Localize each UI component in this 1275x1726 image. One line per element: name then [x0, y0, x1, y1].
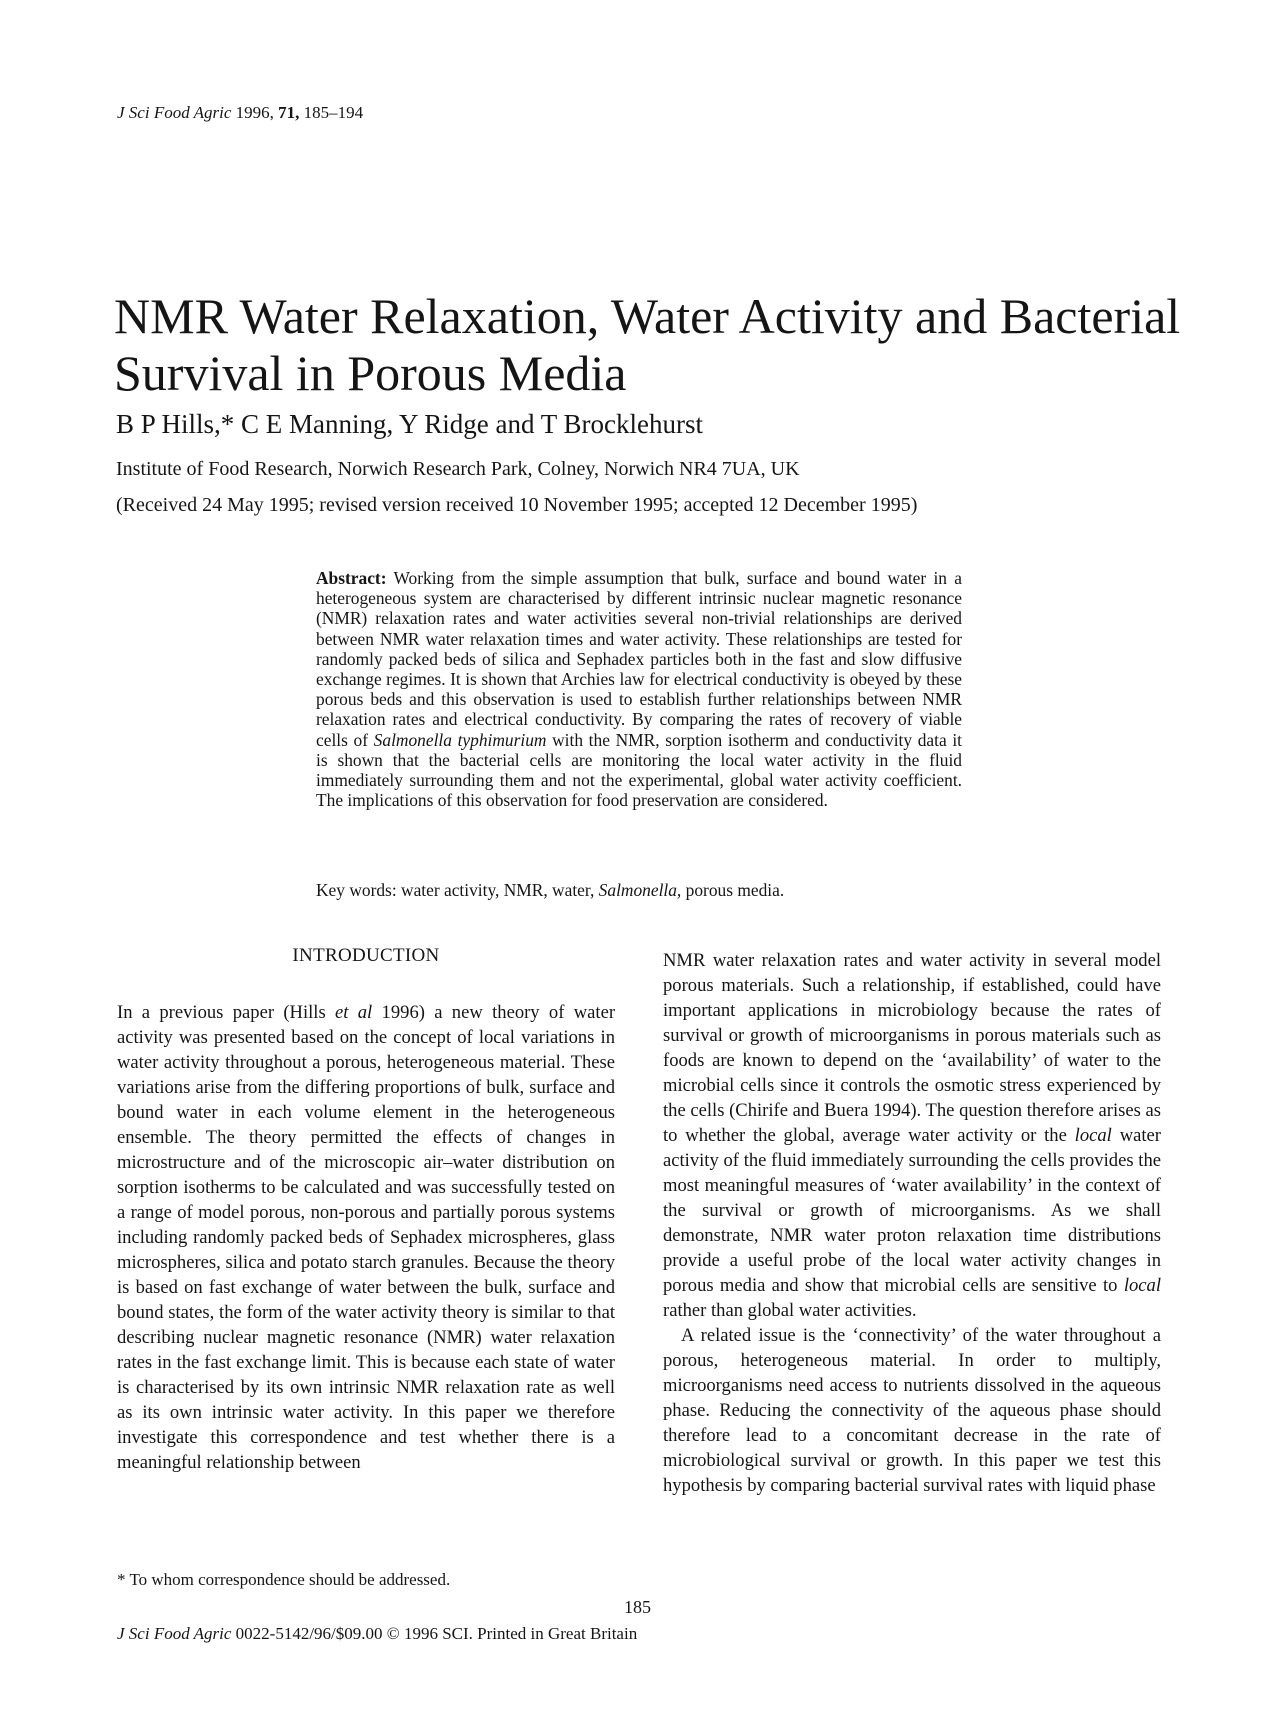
intro-paragraph-2: A related issue is the ‘connectivity’ of the water throughout a porous, heterogeneous material. In order to multiply, microorganisms need access to nutrients dissolved in the aqueous phase. Reducing the connectivity of the aqueous phase should therefore lead to a concomitant decrease in the rate of microbiological survival or growth. In this paper we test this hypothesis by comparing bacterial survival rates with liquid phase: [663, 1325, 1161, 1496]
article-title: NMR Water Relaxation, Water Activity and Bacterial Survival in Porous Media: [114, 288, 1181, 401]
left-column: [117, 1000, 615, 1475]
author-list: B P Hills,* C E Manning, Y Ridge and T Brocklehurst: [116, 409, 703, 439]
intro-emphasis: local: [1074, 1125, 1112, 1146]
journal-reference: [117, 103, 363, 123]
intro-text: 1996) a new theory of water activity was presented based on the concept of local variations in water activity throughout a porous, heterogeneous material. These variations arise from the differing proportions of bulk, surface and bound water in each volume element in the heterogeneous ensemble. The theory permitted the effects of changes in microstructure and of the microscopic air–water distribution on sorption isotherms to be calculated and was successfully tested on a range of model porous, non-porous and partially porous systems including randomly packed beds of Sephadex microspheres, glass microspheres, silica and potato starch granules. Because the theory is based on fast exchange of water between the bulk, surface and bound states, the form of the water activity theory is similar to that describing nuclear magnetic resonance (NMR) water relaxation rates in the fast exchange limit. This is because each state of water is characterised by its own intrinsic NMR relaxation rate as well as its own intrinsic water activity. In this paper we therefore investigate this correspondence and test whether there is a meaningful relationship between: [117, 1002, 616, 1473]
keywords-label: Key words:: [316, 880, 397, 900]
intro-emphasis: local: [1123, 1275, 1161, 1296]
journal-volume: 71,: [278, 103, 300, 122]
received-dates: (Received 24 May 1995; revised version received 10 November 1995; accepted 12 December 1995): [116, 494, 918, 516]
right-column: [663, 948, 1161, 1498]
intro-paragraph-1: [117, 1000, 615, 1475]
section-heading: INTRODUCTION: [292, 945, 440, 966]
footer-text: 0022-5142/96/$09.00 © 1996 SCI. Printed in Great Britain: [235, 1624, 638, 1643]
footer: [117, 1624, 637, 1644]
journal-name: J Sci Food Agric: [117, 103, 232, 122]
keywords-italic: Salmonella,: [598, 880, 682, 900]
footnote: * To whom correspondence should be addressed.: [117, 1570, 451, 1589]
affiliation: Institute of Food Research, Norwich Research Park, Colney, Norwich NR4 7UA, UK: [116, 458, 800, 480]
abstract-species: Salmonella typhimurium: [373, 729, 547, 750]
abstract-text-2: with the NMR, sorption isotherm and conductivity data it is shown that the bacterial cells are monitoring the local water activity in the fluid immediately surrounding them and not the experimental, global water activity coefficient. The implications of this observation for food preservation are considered.: [316, 729, 962, 811]
intro-text: In a previous paper (Hills: [117, 1002, 326, 1023]
intro-text: NMR water relaxation rates and water activity in several model porous materials. Such a relationship, if established, could have important applications in microbiology because the rates of survival or growth of microorganisms in porous materials such as foods are known to depend on the ‘availability’ of water to the microbial cells since it controls the osmotic stress experienced by the cells (Chirife and Buera 1994). The question therefore arises as to whether the global, average water activity or the: [663, 950, 1161, 1146]
page-number: 185: [624, 1597, 651, 1617]
intro-text: rather than global water activities.: [663, 1300, 917, 1321]
intro-text: water activity of the fluid immediately surrounding the cells provides the most meaningful measures of ‘water availability’ in the context of the survival or growth of microorganisms. As we shall demonstrate, NMR water proton relaxation time distributions provide a useful probe of the local water activity changes in porous media and show that microbial cells are sensitive to: [663, 1125, 1161, 1296]
journal-pages: 185–194: [303, 103, 364, 122]
intro-paragraph-1-cont: [663, 948, 1161, 1323]
footer-journal: J Sci Food Agric: [117, 1624, 232, 1643]
abstract-label: Abstract:: [316, 568, 387, 588]
intro-etal: et al: [335, 1002, 373, 1023]
journal-year: 1996,: [235, 103, 274, 122]
abstract-text-1: Working from the simple assumption that bulk, surface and bound water in a heterogeneous system are characterised by different intrinsic nuclear magnetic resonance (NMR) relaxation rates and water activities several non-trivial relationships are derived between NMR water relaxation times and water activity. These relationships are tested for randomly packed beds of silica and Sephadex particles both in the fast and slow diffusive exchange regimes. It is shown that Archies law for electrical conductivity is obeyed by these porous beds and this observation is used to establish further relationships between NMR relaxation rates and electrical conductivity. By comparing the rates of recovery of viable cells of: [316, 568, 962, 750]
keywords-text-end: porous media.: [685, 880, 785, 900]
abstract: [316, 568, 962, 810]
keywords: [316, 880, 784, 901]
keywords-text: water activity, NMR, water,: [401, 880, 595, 900]
